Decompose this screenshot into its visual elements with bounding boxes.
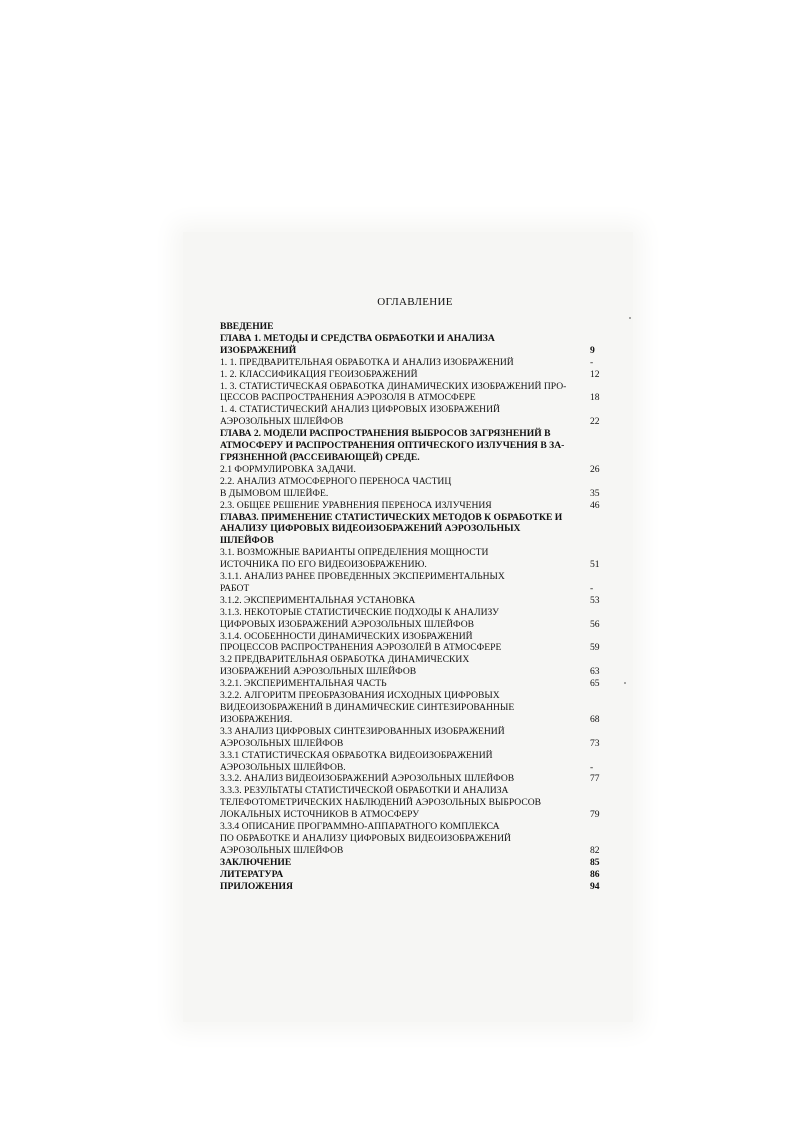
toc-entry-text: 3.1.2. ЭКСПЕРИМЕНТАЛЬНАЯ УСТАНОВКА — [220, 594, 416, 606]
toc-entry-text: ТЕЛЕФОТОМЕТРИЧЕСКИХ НАБЛЮДЕНИЙ АЭРОЗОЛЬНЫХ ВЫБРОСОВ — [220, 797, 542, 809]
toc-entry-text: ШЛЕЙФОВ — [220, 535, 274, 547]
toc-entry — [220, 631, 610, 643]
toc-entry-text: 3.2.2. АЛГОРИТМ ПРЕОБРАЗОВАНИЯ ИСХОДНЫХ ЦИФРОВЫХ — [220, 690, 500, 702]
page-title: ОГЛАВЛЕНИЕ — [377, 296, 453, 308]
toc-entry — [220, 416, 610, 428]
toc-entry — [220, 333, 610, 345]
toc-entry-text: АЭРОЗОЛЬНЫХ ШЛЕЙФОВ — [220, 737, 344, 749]
toc-entry-text: ИЗОБРАЖЕНИЯ. — [220, 713, 293, 725]
toc-entry-page: 18 — [590, 392, 600, 404]
toc-entry — [220, 702, 610, 714]
table-of-contents — [220, 321, 610, 893]
toc-entry-text: ИСТОЧНИКА ПО ЕГО ВИДЕОИЗОБРАЖЕНИЮ. — [220, 559, 427, 571]
toc-entry-text: 3.3.3. РЕЗУЛЬТАТЫ СТАТИСТИЧЕСКОЙ ОБРАБОТКИ И АНАЛИЗА — [220, 785, 509, 797]
toc-entry — [220, 869, 610, 881]
toc-entry-text: ЦЕССОВ РАСПРОСТРАНЕНИЯ АЭРОЗОЛЯ В АТМОСФЕРЕ — [220, 392, 476, 404]
toc-entry-text: 1. 2. КЛАССИФИКАЦИЯ ГЕОИЗОБРАЖЕНИЙ — [220, 368, 418, 380]
toc-entry — [220, 464, 610, 476]
toc-entry-page: 56 — [590, 618, 600, 630]
toc-entry — [220, 642, 610, 654]
toc-entry-text: ПРИЛОЖЕНИЯ — [220, 880, 293, 892]
toc-entry — [220, 809, 610, 821]
scan-speck — [624, 682, 626, 684]
toc-entry-page: - — [590, 761, 594, 773]
toc-entry-text: 2.1 ФОРМУЛИРОВКА ЗАДАЧИ. — [220, 463, 356, 475]
toc-entry — [220, 750, 610, 762]
toc-entry — [220, 357, 610, 369]
toc-entry-text: АЭРОЗОЛЬНЫХ ШЛЕЙФОВ — [220, 416, 344, 428]
toc-entry — [220, 547, 610, 559]
toc-entry-text: ГЛАВА 1. МЕТОДЫ И СРЕДСТВА ОБРАБОТКИ И АНАЛИЗА — [220, 332, 495, 344]
toc-entry-page: 26 — [590, 463, 600, 475]
toc-entry-page: 22 — [590, 416, 600, 428]
toc-entry-text: 3.3.2. АНАЛИЗ ВИДЕОИЗОБРАЖЕНИЙ АЭРОЗОЛЬНЫХ ШЛЕЙФОВ — [220, 773, 515, 785]
toc-entry — [220, 571, 610, 583]
toc-entry — [220, 369, 610, 381]
toc-entry — [220, 726, 610, 738]
toc-entry-text: 3.1.1. АНАЛИЗ РАНЕЕ ПРОВЕДЕННЫХ ЭКСПЕРИМЕНТАЛЬНЫХ — [220, 571, 505, 583]
toc-entry-text: АЭРОЗОЛЬНЫХ ШЛЕЙФОВ — [220, 844, 344, 856]
toc-entry-page: 63 — [590, 666, 600, 678]
toc-entry — [220, 476, 610, 488]
toc-entry — [220, 500, 610, 512]
toc-entry-page: 53 — [590, 594, 600, 606]
toc-entry — [220, 381, 610, 393]
toc-entry-text: ГЛАВАЗ. ПРИМЕНЕНИЕ СТАТИСТИЧЕСКИХ МЕТОДОВ К ОБРАБОТКЕ И — [220, 511, 563, 523]
toc-entry — [220, 762, 610, 774]
toc-entry-text: 3.2.1. ЭКСПЕРИМЕНТАЛЬНАЯ ЧАСТЬ — [220, 678, 387, 690]
toc-entry — [220, 607, 610, 619]
toc-entry-text: ИЗОБРАЖЕНИЙ — [220, 344, 297, 356]
toc-entry-text: ЗАКЛЮЧЕНИЕ — [220, 856, 292, 868]
toc-entry — [220, 821, 610, 833]
toc-entry — [220, 595, 610, 607]
toc-entry — [220, 785, 610, 797]
toc-entry-text: ЦИФРОВЫХ ИЗОБРАЖЕНИЙ АЭРОЗОЛЬНЫХ ШЛЕЙФОВ — [220, 618, 475, 630]
toc-entry — [220, 666, 610, 678]
toc-entry-page: 94 — [590, 880, 600, 892]
toc-entry-page: - — [590, 356, 594, 368]
toc-entry-text: ПО ОБРАБОТКЕ И АНАЛИЗУ ЦИФРОВЫХ ВИДЕОИЗОБРАЖЕНИЙ — [220, 832, 511, 844]
toc-entry-page: - — [590, 582, 594, 594]
toc-entry-page: 85 — [590, 856, 600, 868]
toc-entry-text: 3.1. ВОЗМОЖНЫЕ ВАРИАНТЫ ОПРЕДЕЛЕНИЯ МОЩНОСТИ — [220, 547, 489, 559]
toc-entry-text: ПРОЦЕССОВ РАСПРОСТРАНЕНИЯ АЭРОЗОЛЕЙ В АТМОСФЕРЕ — [220, 642, 502, 654]
toc-entry — [220, 583, 610, 595]
toc-entry — [220, 440, 610, 452]
toc-entry-text: 1. 1. ПРЕДВАРИТЕЛЬНАЯ ОБРАБОТКА И АНАЛИЗ ИЗОБРАЖЕНИЙ — [220, 356, 514, 368]
toc-entry-page: 59 — [590, 642, 600, 654]
toc-entry — [220, 512, 610, 524]
toc-entry — [220, 619, 610, 631]
toc-entry — [220, 654, 610, 666]
toc-entry — [220, 857, 610, 869]
toc-entry-text: 2.2. АНАЛИЗ АТМОСФЕРНОГО ПЕРЕНОСА ЧАСТИЦ — [220, 475, 452, 487]
toc-entry — [220, 773, 610, 785]
toc-entry-text: ГЛАВА 2. МОДЕЛИ РАСПРОСТРАНЕНИЯ ВЫБРОСОВ ЗАГРЯЗНЕНИЙ В — [220, 428, 551, 440]
toc-entry-text: ГРЯЗНЕННОЙ (РАССЕИВАЮЩЕЙ) СРЕДЕ. — [220, 451, 420, 463]
toc-entry — [220, 345, 610, 357]
toc-entry — [220, 404, 610, 416]
toc-entry — [220, 452, 610, 464]
toc-entry — [220, 678, 610, 690]
toc-entry — [220, 559, 610, 571]
scan-speck — [629, 317, 631, 319]
toc-entry — [220, 392, 610, 404]
toc-entry-text: ЛИТЕРАТУРА — [220, 868, 284, 880]
toc-entry-page: 12 — [590, 368, 600, 380]
toc-entry — [220, 738, 610, 750]
toc-entry — [220, 690, 610, 702]
toc-entry-text: 3.1.4. ОСОБЕННОСТИ ДИНАМИЧЕСКИХ ИЗОБРАЖЕНИЙ — [220, 630, 473, 642]
toc-entry — [220, 797, 610, 809]
toc-entry-text: 3.3.4 ОПИСАНИЕ ПРОГРАММНО-АППАРАТНОГО КОМПЛЕКСА — [220, 821, 500, 833]
toc-entry — [220, 488, 610, 500]
toc-entry-text: ЛОКАЛЬНЫХ ИСТОЧНИКОВ В АТМОСФЕРУ — [220, 809, 420, 821]
toc-entry-page: 65 — [590, 678, 600, 690]
toc-entry-text: 3.3 АНАЛИЗ ЦИФРОВЫХ СИНТЕЗИРОВАННЫХ ИЗОБРАЖЕНИЙ — [220, 725, 505, 737]
toc-entry-page: 46 — [590, 499, 600, 511]
toc-entry-page: 79 — [590, 809, 600, 821]
toc-entry-text: АТМОСФЕРУ И РАСПРОСТРАНЕНИЯ ОПТИЧЕСКОГО ИЗЛУЧЕНИЯ В ЗА- — [220, 440, 565, 452]
toc-entry — [220, 321, 610, 333]
toc-entry-text: АНАЛИЗУ ЦИФРОВЫХ ВИДЕОИЗОБРАЖЕНИЙ АЭРОЗОЛЬНЫХ — [220, 523, 521, 535]
toc-entry-text: 1. 4. СТАТИСТИЧЕСКИЙ АНАЛИЗ ЦИФРОВЫХ ИЗОБРАЖЕНИЙ — [220, 404, 500, 416]
toc-entry-page: 68 — [590, 713, 600, 725]
toc-entry-text: ВВЕДЕНИЕ — [220, 321, 274, 332]
toc-entry-page: 82 — [590, 844, 600, 856]
toc-entry-page: 73 — [590, 737, 600, 749]
toc-entry-text: 3.2 ПРЕДВАРИТЕЛЬНАЯ ОБРАБОТКА ДИНАМИЧЕСКИХ — [220, 654, 470, 666]
toc-entry-text: ИЗОБРАЖЕНИЙ АЭРОЗОЛЬНЫХ ШЛЕЙФОВ — [220, 666, 417, 678]
toc-entry-text: ВИДЕОИЗОБРАЖЕНИЙ В ДИНАМИЧЕСКИЕ СИНТЕЗИРОВАННЫЕ — [220, 702, 515, 713]
toc-entry-text: 2.3. ОБЩЕЕ РЕШЕНИЕ УРАВНЕНИЯ ПЕРЕНОСА ИЗЛУЧЕНИЯ — [220, 499, 492, 511]
toc-entry — [220, 523, 610, 535]
toc-entry-page: 86 — [590, 868, 600, 880]
toc-entry-text: 3.3.1 СТАТИСТИЧЕСКАЯ ОБРАБОТКА ВИДЕОИЗОБРАЖЕНИЙ — [220, 749, 493, 761]
toc-entry-page: 9 — [590, 344, 595, 356]
toc-entry-page: 51 — [590, 559, 600, 571]
toc-entry-text: 3.1.3. НЕКОТОРЫЕ СТАТИСТИЧЕСКИЕ ПОДХОДЫ К АНАЛИЗУ — [220, 606, 499, 618]
toc-entry-text: АЭРОЗОЛЬНЫХ ШЛЕЙФОВ. — [220, 761, 346, 773]
toc-entry — [220, 833, 610, 845]
toc-entry-text: 1. 3. СТАТИСТИЧЕСКАЯ ОБРАБОТКА ДИНАМИЧЕСКИХ ИЗОБРАЖЕНИЙ ПРО- — [220, 380, 567, 392]
toc-entry-page: 35 — [590, 487, 600, 499]
toc-entry-text: РАБОТ — [220, 582, 250, 594]
toc-entry — [220, 535, 610, 547]
toc-entry — [220, 428, 610, 440]
toc-entry — [220, 845, 610, 857]
toc-entry — [220, 881, 610, 893]
toc-entry — [220, 714, 610, 726]
toc-entry-text: В ДЫМОВОМ ШЛЕЙФЕ. — [220, 487, 329, 499]
toc-entry-page: 77 — [590, 773, 600, 785]
